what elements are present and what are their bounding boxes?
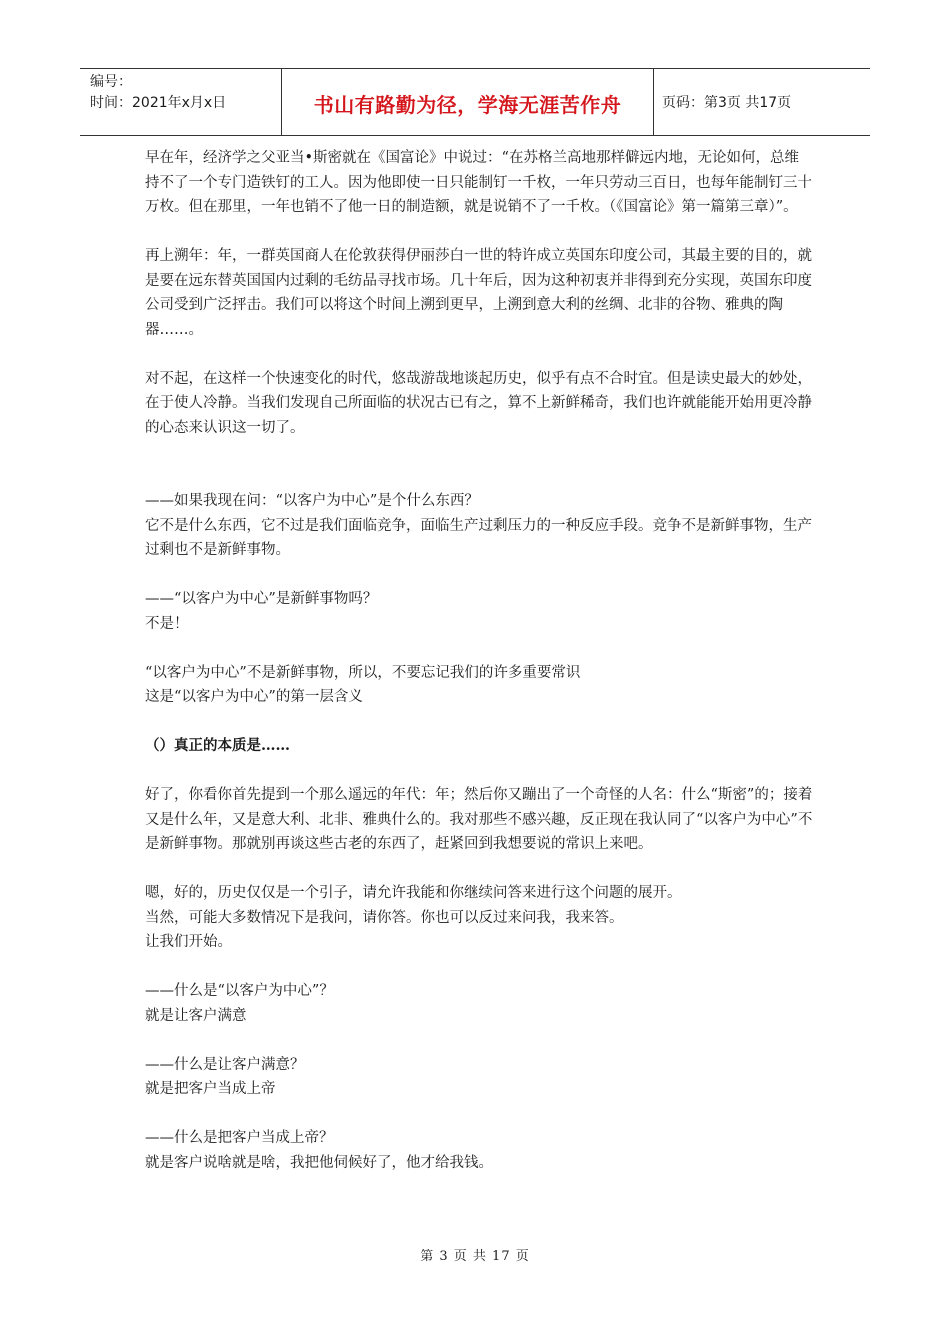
- header-page-code: 页码：第3页 共17页: [662, 95, 792, 111]
- page-header: [80, 68, 870, 136]
- statement-line: 这是“以客户为中心”的第一层含义: [145, 689, 363, 705]
- document-body: [145, 146, 813, 1175]
- answer-line: 就是把客户当成上帝: [145, 1081, 276, 1097]
- statement-line: 嗯，好的，历史仅仅是一个引子，请允许我能和你继续问答来进行这个问题的展开。: [145, 885, 682, 901]
- question-line: ——什么是“以客户为中心”？: [145, 983, 334, 999]
- answer-line: 就是客户说啥就是啥，我把他伺候好了，他才给我钱。: [145, 1154, 493, 1171]
- paragraph-dialogue: 好了，你看你首先提到一个那么遥远的年代：年；然后你又蹦出了一个奇怪的人名：什么“斯密”的；接着又是什么年，又是意大利、北非、雅典什么的。我对那些不感兴趣，反正现在我认同了“以客户为中心”不是新鲜事物。那就别再谈这些古老的东西了，赶紧回到我想要说的常识上来吧。: [145, 787, 813, 852]
- paragraph-east-india: 再上溯年：年，一群英国商人在伦敦获得伊丽莎白一世的特许成立英国东印度公司，其最主要的目的，就是要在远东替英国国内过剩的毛纺品寻找市场。几十年后，因为这种初衷并非得到充分实现，英国东印度公司受到广泛抨击。我们可以将这个时间上溯到更早，上溯到意大利的丝绸、北非的谷物、雅典的陶器……。: [145, 248, 812, 338]
- document-time: 时间：2021年x月x日: [90, 95, 227, 111]
- statement-line: “以客户为中心”不是新鲜事物，所以，不要忘记我们的许多重要常识: [145, 664, 581, 681]
- question-line: ——“以客户为中心”是新鲜事物吗？: [145, 591, 378, 607]
- header-motto-cell: [282, 69, 654, 135]
- statement-line: 让我们开始。: [145, 934, 232, 950]
- section-heading: （）真正的本质是……: [145, 737, 290, 754]
- statement-line: 当然，可能大多数情况下是我问，请你答。你也可以反过来问我，我来答。: [145, 909, 624, 926]
- paragraph-history: 对不起，在这样一个快速变化的时代，悠哉游哉地谈起历史，似乎有点不合时宜。但是读史最大的妙处，在于使人冷静。当我们发现自己所面临的状况古已有之，算不上新鲜稀奇，我们也许就能能开始用更冷静的心态来认识这一切了。: [145, 370, 812, 436]
- page-footer: 第 3 页 共 17 页: [420, 1249, 530, 1264]
- question-line: ——什么是让客户满意？: [145, 1056, 305, 1073]
- question-line: ——如果我现在问：“以客户为中心”是个什么东西？: [145, 493, 479, 509]
- answer-line: 它不是什么东西，它不过是我们面临竞争，面临生产过剩压力的一种反应手段。竞争不是新鲜事物，生产过剩也不是新鲜事物。: [145, 517, 812, 558]
- header-meta: [80, 69, 282, 135]
- question-line: ——什么是把客户当成上帝？: [145, 1130, 334, 1146]
- header-motto: 书山有路勤为径，学海无涯苦作舟: [313, 92, 622, 117]
- answer-line: 不是！: [145, 615, 189, 632]
- document-number-label: 编号：: [90, 74, 132, 90]
- paragraph-smith: 早在年，经济学之父亚当•斯密就在《国富论》中说过：“在苏格兰高地那样僻远内地，无论如何，总维持不了一个专门造铁钉的工人。因为他即使一日只能制钉一千枚，一年只劳动三百日，也每年能制钉三十万枚。但在那里，一年也销不了他一日的制造额，就是说销不了一千枚。（《国富论》第一篇第三章）”。: [145, 150, 812, 215]
- answer-line: 就是让客户满意: [145, 1007, 247, 1024]
- header-page-code-cell: [654, 69, 870, 135]
